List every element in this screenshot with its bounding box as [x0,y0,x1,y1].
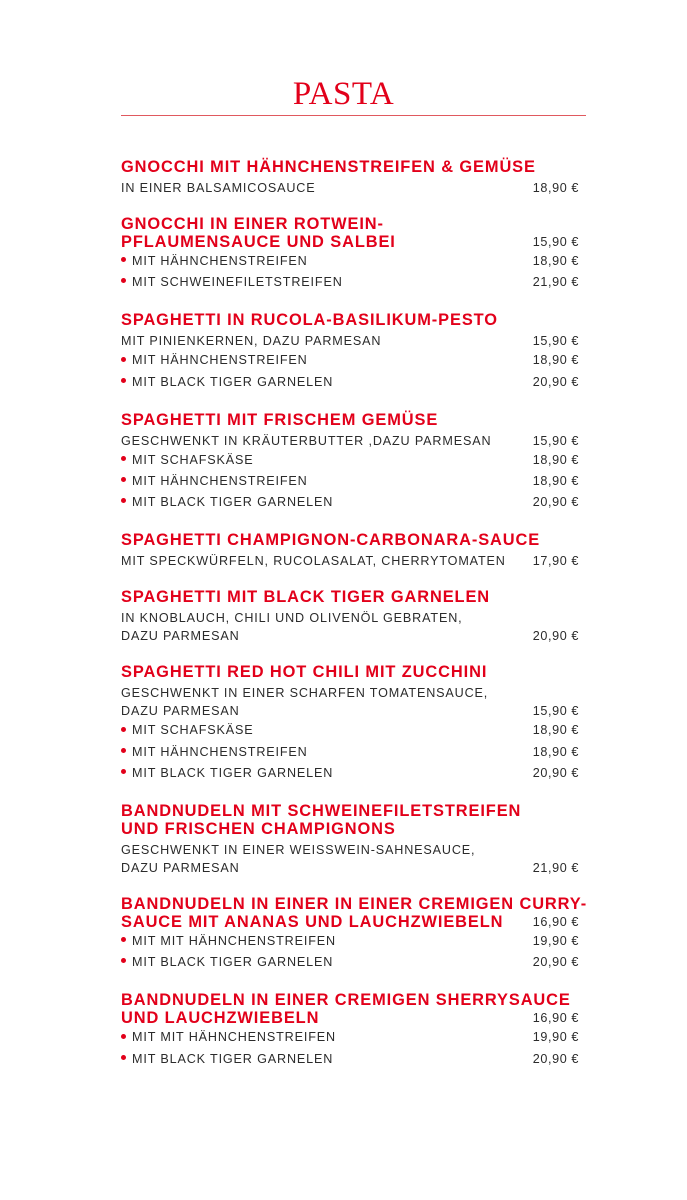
option-label: MIT MIT HÄHNCHENSTREIFEN [132,1030,336,1045]
dish-description: MIT SPECKWÜRFELN, RUCOLASALAT, CHERRYTOMATEN [121,554,506,569]
bullet-icon [121,477,126,482]
dish-description-row [121,432,579,450]
dish-description: DAZU PARMESAN [121,629,240,644]
dish-list [121,156,588,1086]
menu-item [121,156,579,197]
dish-name: GNOCCHI IN EINER ROTWEIN- [121,215,384,233]
dish-name-row [121,233,579,251]
option-label: MIT HÄHNCHENSTREIFEN [132,254,308,268]
dish-name-row [121,893,588,914]
option-label: MIT SCHAFSKÄSE [132,452,254,467]
dish-description-row [121,841,579,877]
dish-name-row [121,1009,579,1027]
option-label: MIT BLACK TIGER GARNELEN [132,495,334,510]
dish-price: 16,90 € [532,1011,579,1026]
dish-name-row [121,213,579,233]
bullet-icon [121,1034,126,1039]
dish-description-row [121,684,579,720]
dish-name: BANDNUDELN MIT SCHWEINEFILETSTREIFEN [121,802,522,821]
dish-name-row [121,156,579,176]
dish-price: 16,90 € [532,915,579,930]
title-divider [121,115,586,116]
menu-item [121,309,579,392]
option-price: 18,90 € [532,744,579,759]
menu-item [121,893,588,973]
option-label: MIT BLACK TIGER GARNELEN [132,374,334,389]
bullet-icon [121,1055,126,1060]
dish-option [121,471,579,492]
dish-name-row [121,989,579,1009]
dish-option [121,272,579,293]
dish-option [121,1049,579,1070]
option-price: 19,90 € [532,1030,579,1045]
menu-item [121,409,579,514]
dish-description: GESCHWENKT IN EINER SCHARFEN TOMATENSAUCE, [121,686,489,701]
bullet-icon [121,958,126,963]
option-price: 20,90 € [532,765,579,780]
option-label: MIT SCHWEINEFILETSTREIFEN [132,275,343,290]
dish-option [121,492,579,513]
dish-option [121,450,579,471]
dish-name: BANDNUDELN IN EINER CREMIGEN SHERRYSAUCE [121,991,571,1010]
bullet-icon [121,278,126,283]
option-price: 20,90 € [532,1051,579,1066]
option-label: MIT HÄHNCHENSTREIFEN [132,353,308,368]
bullet-icon [121,769,126,774]
dish-price: 17,90 € [532,554,579,569]
dish-name-row [121,529,579,549]
dish-name: BANDNUDELN IN EINER IN EINER CREMIGEN CURRY- [121,895,588,914]
option-price: 18,90 € [532,474,579,489]
bullet-icon [121,357,126,362]
dish-name: UND LAUCHZWIEBELN [121,1009,320,1028]
bullet-icon [121,378,126,383]
dish-option [121,952,579,973]
menu-item [121,661,579,784]
dish-description: GESCHWENKT IN KRÄUTERBUTTER ,DAZU PARMESAN [121,433,492,448]
dish-name: UND FRISCHEN CHAMPIGNONS [121,820,396,839]
dish-name-row [121,913,579,931]
dish-name: SPAGHETTI MIT BLACK TIGER GARNELEN [121,588,491,607]
dish-description-row [121,552,579,570]
option-label: MIT BLACK TIGER GARNELEN [132,955,334,970]
option-price: 18,90 € [532,452,579,467]
dish-price: 21,90 € [532,861,579,876]
dish-name: SPAGHETTI MIT FRISCHEM GEMÜSE [121,410,439,429]
dish-name: PFLAUMENSAUCE UND SALBEI [121,233,396,251]
menu-item [121,989,579,1069]
bullet-icon [121,937,126,942]
bullet-icon [121,727,126,732]
bullet-icon [121,257,126,262]
dish-option [121,931,579,952]
dish-description-row [121,609,579,645]
option-label: MIT HÄHNCHENSTREIFEN [132,474,308,489]
bullet-icon [121,498,126,503]
dish-option [121,763,579,784]
dish-name-row [121,309,579,329]
bullet-icon [121,748,126,753]
option-price: 20,90 € [532,955,579,970]
option-price: 19,90 € [532,934,579,949]
dish-description: MIT PINIENKERNEN, DAZU PARMESAN [121,334,382,349]
dish-price: 15,90 € [532,235,579,249]
dish-name-row [121,800,579,820]
menu-item [121,586,579,645]
option-price: 20,90 € [532,495,579,510]
menu-item [121,529,579,570]
dish-option [121,350,579,371]
dish-name-row [121,409,579,429]
dish-description: GESCHWENKT IN EINER WEISSWEIN-SAHNESAUCE, [121,843,476,858]
option-label: MIT SCHAFSKÄSE [132,723,254,738]
dish-name-row [121,661,579,681]
option-price: 21,90 € [532,275,579,290]
dish-option [121,1027,579,1048]
bullet-icon [121,456,126,461]
dish-price: 15,90 € [532,433,579,448]
dish-option [121,720,579,741]
dish-description: IN EINER BALSAMICOSAUCE [121,181,316,195]
dish-price: 15,90 € [532,704,579,719]
option-label: MIT HÄHNCHENSTREIFEN [132,744,308,759]
dish-option [121,251,579,272]
dish-name-row [121,586,579,606]
dish-price: 15,90 € [532,334,579,349]
dish-option [121,742,579,763]
dish-name: SPAGHETTI RED HOT CHILI MIT ZUCCHINI [121,663,488,682]
dish-description-row [121,332,579,350]
option-label: MIT BLACK TIGER GARNELEN [132,1051,334,1066]
dish-description: DAZU PARMESAN [121,704,240,719]
dish-name: SPAGHETTI CHAMPIGNON-CARBONARA-SAUCE [121,531,541,550]
dish-name: GNOCCHI MIT HÄHNCHENSTREIFEN & GEMÜSE [121,158,536,176]
dish-price: 18,90 € [532,181,579,195]
dish-description: DAZU PARMESAN [121,861,240,876]
dish-description-row [121,179,579,197]
dish-name: SPAGHETTI IN RUCOLA-BASILIKUM-PESTO [121,311,498,330]
option-price: 18,90 € [532,353,579,368]
menu-item [121,800,579,877]
option-price: 18,90 € [532,254,579,268]
dish-description: IN KNOBLAUCH, CHILI UND OLIVENÖL GEBRATEN, [121,611,463,626]
dish-price: 20,90 € [532,629,579,644]
option-label: MIT BLACK TIGER GARNELEN [132,765,334,780]
dish-option [121,372,579,393]
option-price: 18,90 € [532,723,579,738]
page-title: PASTA [292,76,395,112]
menu-item [121,213,579,293]
dish-name: SAUCE MIT ANANAS UND LAUCHZWIEBELN [121,913,504,932]
option-price: 20,90 € [532,374,579,389]
option-label: MIT MIT HÄHNCHENSTREIFEN [132,934,336,949]
dish-name-row [121,820,579,838]
